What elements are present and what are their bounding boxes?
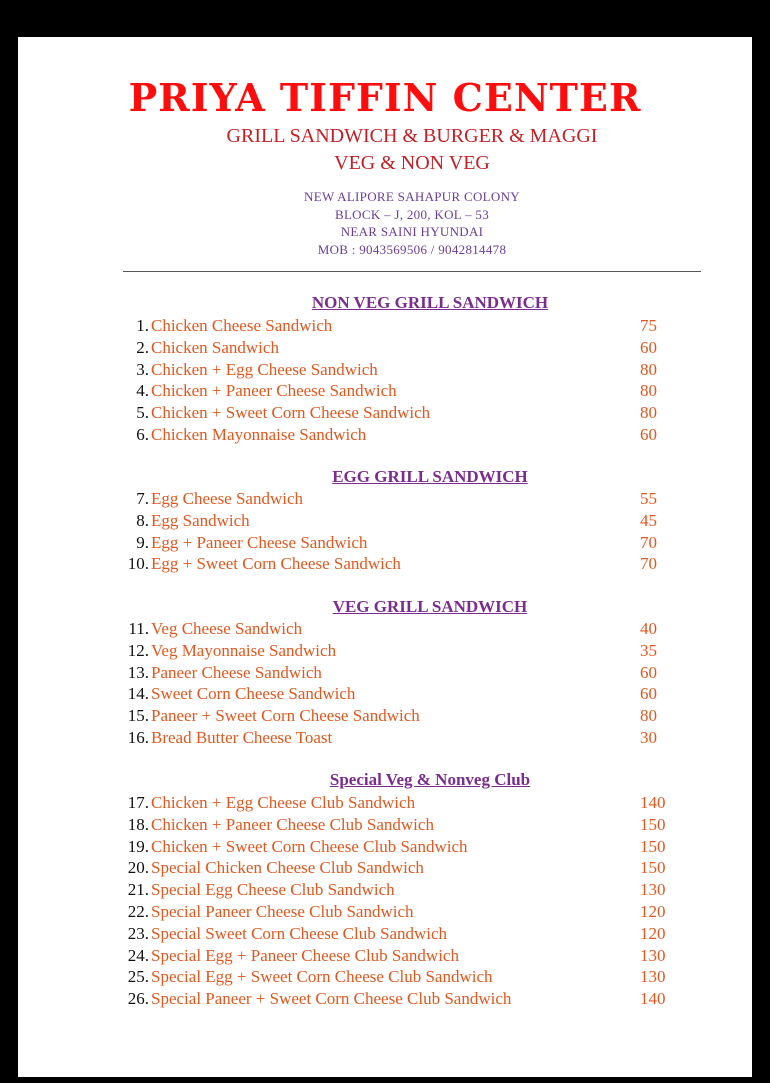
item-number: 14. [127, 684, 149, 704]
item-price: 130 [640, 945, 666, 965]
item-name: Special Chicken Cheese Club Sandwich [151, 858, 424, 878]
item-name: Special Paneer Cheese Club Sandwich [151, 902, 414, 921]
item-name: Special Egg + Paneer Cheese Club Sandwich [151, 945, 459, 965]
item-number: 4. [136, 381, 149, 401]
item-name: Special Egg + Sweet Corn Cheese Club Sandwich [151, 967, 493, 987]
item-number: 8. [136, 510, 149, 530]
menu-item [18, 511, 752, 533]
item-number: 15. [127, 706, 149, 726]
menu-item [18, 858, 752, 880]
item-price: 120 [640, 923, 666, 943]
menu-item [18, 815, 752, 837]
item-name: Special Sweet Corn Cheese Club Sandwich [151, 923, 448, 943]
address-line-1: NEW ALIPORE SAHAPUR COLONY [304, 189, 520, 204]
item-name: Egg Sandwich [151, 510, 250, 530]
item-name: Chicken + Egg Cheese Club Sandwich [151, 793, 416, 812]
menu-item [18, 989, 752, 1011]
item-number: 25. [127, 967, 149, 987]
item-number: 11. [128, 619, 149, 638]
item-price: 150 [640, 836, 666, 856]
subtitle-products: GRILL SANDWICH & BURGER & MAGGI [226, 125, 598, 147]
item-number: 7. [136, 489, 149, 508]
section-heading: Special Veg & Nonveg Club [329, 770, 531, 789]
item-price: 60 [640, 662, 657, 682]
menu-item [18, 967, 752, 989]
menu-item [18, 793, 752, 815]
item-price: 55 [640, 489, 657, 508]
item-number: 1. [136, 316, 149, 335]
item-name: Chicken + Sweet Corn Cheese Sandwich [151, 403, 431, 423]
page-title: PRIYA TIFFIN CENTER [128, 75, 642, 120]
item-number: 9. [136, 532, 149, 552]
menu-item [18, 425, 752, 447]
item-name: Sweet Corn Cheese Sandwich [151, 684, 356, 704]
item-price: 75 [640, 316, 657, 335]
item-number: 22. [127, 902, 149, 921]
item-name: Veg Mayonnaise Sandwich [151, 640, 337, 660]
item-price: 150 [640, 814, 666, 834]
item-name: Egg Cheese Sandwich [151, 489, 304, 508]
menu-item [18, 360, 752, 382]
item-name: Special Egg Cheese Club Sandwich [151, 880, 395, 900]
menu-item [18, 533, 752, 555]
menu-item [18, 403, 752, 425]
item-price: 140 [640, 793, 666, 812]
item-name: Chicken Cheese Sandwich [151, 316, 333, 335]
menu-item [18, 619, 752, 641]
item-price: 120 [640, 902, 666, 921]
item-number: 13. [127, 662, 149, 682]
item-price: 80 [640, 359, 657, 379]
menu-item [18, 924, 752, 946]
item-number: 16. [127, 728, 149, 747]
item-number: 20. [127, 858, 149, 878]
item-number: 5. [136, 403, 149, 423]
item-name: Paneer Cheese Sandwich [151, 662, 322, 682]
item-price: 70 [640, 532, 657, 552]
menu-item [18, 663, 752, 685]
item-number: 21. [127, 880, 149, 900]
section-heading: NON VEG GRILL SANDWICH [311, 293, 549, 312]
mobile-number: MOB : 9043569506 / 9042814478 [317, 242, 507, 257]
menu-item [18, 554, 752, 576]
item-price: 80 [640, 381, 657, 401]
item-name: Chicken Mayonnaise Sandwich [151, 425, 367, 444]
address-line-2: BLOCK – J, 200, KOL – 53 [334, 207, 490, 222]
divider [123, 271, 701, 272]
item-price: 150 [640, 858, 666, 878]
item-price: 45 [640, 510, 657, 530]
item-price: 60 [640, 684, 657, 704]
item-price: 35 [640, 640, 657, 660]
section-heading: VEG GRILL SANDWICH [332, 597, 528, 616]
menu-item [18, 946, 752, 968]
menu-item [18, 316, 752, 338]
item-number: 10. [127, 554, 149, 574]
section-heading: EGG GRILL SANDWICH [332, 467, 528, 486]
item-name: Chicken Sandwich [151, 337, 279, 357]
item-number: 18. [127, 814, 149, 834]
menu-item [18, 489, 752, 511]
item-price: 80 [640, 706, 657, 726]
menu-item [18, 338, 752, 360]
item-number: 23. [127, 923, 149, 943]
item-number: 2. [136, 337, 149, 357]
menu-page [18, 37, 752, 1077]
item-price: 40 [640, 619, 657, 638]
menu-item [18, 381, 752, 403]
item-price: 130 [640, 967, 666, 987]
item-name: Chicken + Paneer Cheese Club Sandwich [151, 814, 434, 834]
item-number: 3. [136, 359, 149, 379]
item-number: 12. [127, 640, 149, 660]
item-number: 6. [136, 425, 149, 444]
item-number: 26. [127, 989, 149, 1009]
menu-item [18, 837, 752, 859]
menu-item [18, 902, 752, 924]
item-number: 24. [127, 945, 149, 965]
item-price: 140 [640, 989, 666, 1009]
menu-item [18, 684, 752, 706]
item-price: 130 [640, 880, 666, 900]
item-name: Special Paneer + Sweet Corn Cheese Club Sandwich [151, 989, 512, 1009]
item-name: Paneer + Sweet Corn Cheese Sandwich [151, 706, 420, 726]
item-price: 60 [640, 425, 657, 444]
item-number: 17. [127, 793, 149, 812]
item-name: Chicken + Sweet Corn Cheese Club Sandwich [151, 836, 468, 856]
item-price: 60 [640, 337, 657, 357]
item-name: Chicken + Paneer Cheese Sandwich [151, 381, 397, 401]
item-name: Bread Butter Cheese Toast [151, 728, 333, 747]
item-name: Veg Cheese Sandwich [151, 619, 303, 638]
item-price: 30 [640, 728, 657, 747]
subtitle-veg-nonveg: VEG & NON VEG [334, 152, 490, 174]
menu-item [18, 641, 752, 663]
menu-item [18, 880, 752, 902]
item-name: Chicken + Egg Cheese Sandwich [151, 359, 378, 379]
item-name: Egg + Sweet Corn Cheese Sandwich [151, 554, 401, 574]
item-price: 80 [640, 403, 657, 423]
address-line-3: NEAR SAINI HYUNDAI [340, 224, 484, 239]
menu-item [18, 706, 752, 728]
item-number: 19. [127, 836, 149, 856]
item-price: 70 [640, 554, 657, 574]
menu-item [18, 728, 752, 750]
item-name: Egg + Paneer Cheese Sandwich [151, 532, 368, 552]
